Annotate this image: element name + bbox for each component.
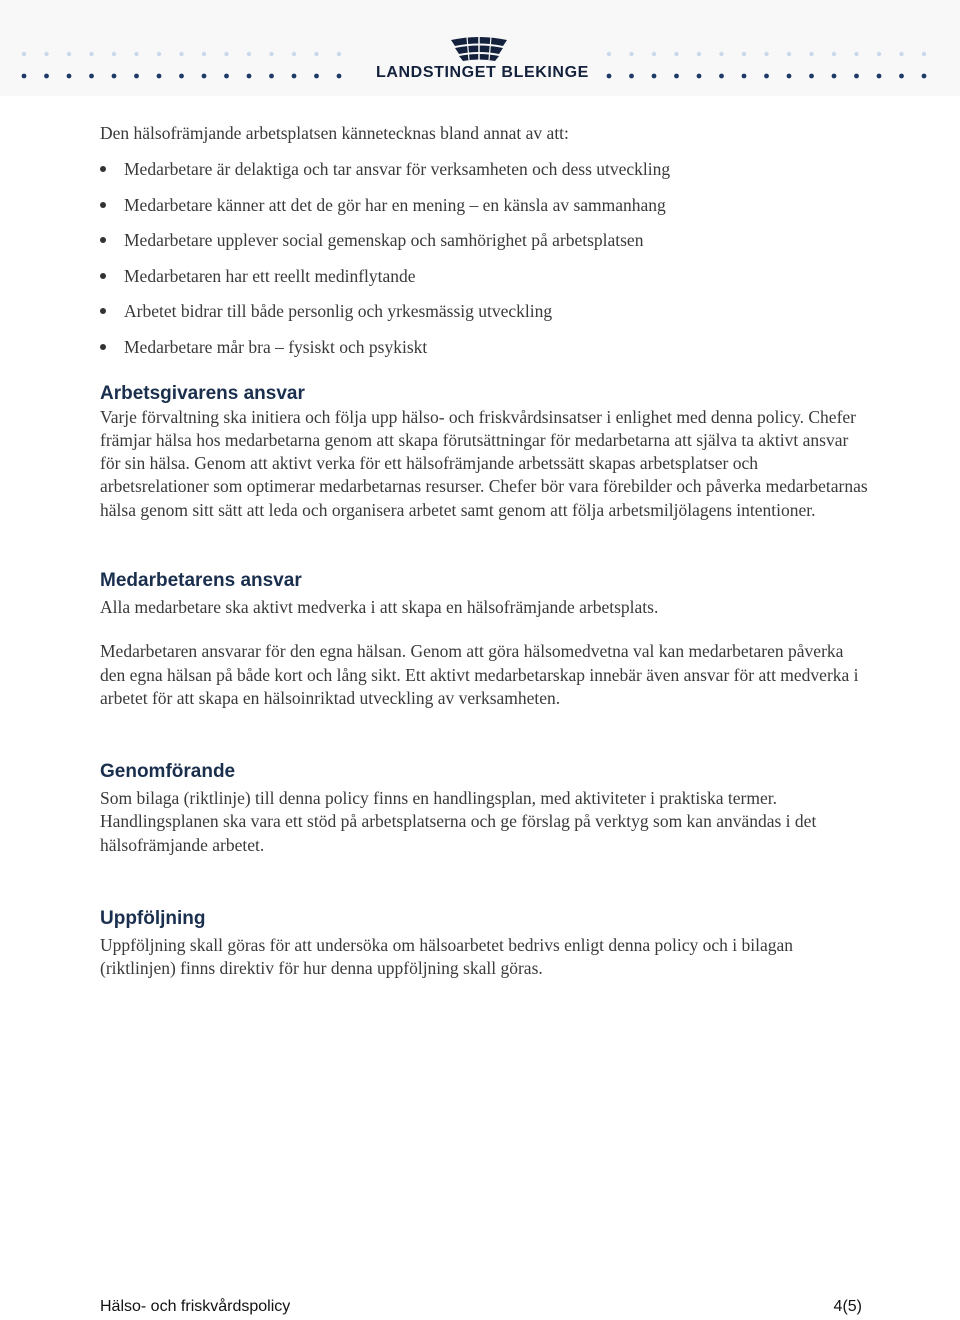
decorative-dot (179, 52, 183, 56)
decorative-dot (202, 74, 207, 79)
decorative-dot (877, 74, 882, 79)
decorative-dot (314, 74, 319, 79)
list-item (100, 265, 870, 287)
header-band (0, 0, 960, 96)
logo-text: LANDSTINGET BLEKINGE (376, 64, 589, 81)
decorative-dot (697, 74, 702, 79)
decorative-dot (899, 52, 903, 56)
decorative-dot (787, 74, 792, 79)
decorative-dot (742, 52, 746, 56)
decorative-dot (719, 52, 723, 56)
decorative-dot (269, 74, 274, 79)
bullet-list (100, 158, 870, 358)
decorative-dot (292, 52, 296, 56)
list-item-text: Medarbetare mår bra – fysiskt och psykiskt (124, 336, 428, 357)
decorative-dot (337, 52, 341, 56)
decorative-dot (269, 52, 273, 56)
decorative-dot (157, 52, 161, 56)
decorative-dot (922, 74, 927, 79)
decorative-dot (629, 52, 633, 56)
decorative-dot (719, 74, 724, 79)
section-body: Uppföljning skall göras för att undersöka om hälsoarbetet bedrivs enligt denna policy och i bilagan (riktlinjen) finns direktiv för hur denna uppföljning skall göras. (100, 935, 794, 979)
section-body: Som bilaga (riktlinje) till denna policy finns en handlingsplan, med aktiviteter i praktiska termer. Handlingsplanen ska vara ett stöd på arbetsplatserna och ge förslag på verktyg som kan användas i det hälsofrämjande arbetet. (100, 788, 817, 855)
decorative-dot (224, 52, 228, 56)
section-heading: Uppföljning (100, 908, 206, 930)
decorative-dot (787, 52, 791, 56)
decorative-dot (652, 74, 657, 79)
list-item-text: Medarbetare känner att det de gör har en mening – en känsla av sammanhang (124, 194, 666, 215)
ship-emblem-icon (447, 34, 511, 62)
bullet-icon (100, 273, 106, 279)
decorative-dot (314, 52, 318, 56)
decorative-dot (854, 52, 858, 56)
section-heading: Arbetsgivarens ansvar (100, 382, 305, 404)
section-uppfoljning (100, 908, 870, 981)
decorative-dot (134, 74, 139, 79)
list-item-text: Medarbetaren har ett reellt medinflytande (124, 265, 416, 286)
decorative-dot (832, 74, 837, 79)
bullet-icon (100, 166, 106, 172)
section-arbetsgivare (100, 383, 870, 522)
decorative-dot (742, 74, 747, 79)
decorative-dot (44, 52, 48, 56)
decorative-dot (809, 74, 814, 79)
bullet-icon (100, 308, 106, 314)
page-number: 4(5) (833, 1298, 862, 1315)
section-body: Medarbetaren ansvarar för den egna hälsan. Genom att göra hälsomedvetna val kan medarbetaren påverka den egna hälsan på både kort och lång sikt. Ett aktivt medarbetarskap innebär även ansvar för att medverka i arbetet för att skapa en hälsoinriktad utveckling av verksamheten. (100, 641, 859, 708)
list-item-text: Medarbetare upplever social gemenskap och samhörighet på arbetsplatsen (124, 230, 644, 250)
section-genomforande (100, 761, 870, 857)
decorative-dot (832, 52, 836, 56)
list-item (100, 300, 870, 322)
decorative-dot (89, 52, 93, 56)
footer-title: Hälso- och friskvårdspolicy (100, 1298, 291, 1315)
section-medarbetare (100, 570, 870, 710)
decorative-dot (134, 52, 138, 56)
decorative-dot (899, 74, 904, 79)
section-heading: Medarbetarens ansvar (100, 569, 302, 591)
bullet-icon (100, 237, 106, 243)
section-body: Varje förvaltning ska initiera och följa upp hälso- och friskvårdsinsatser i enlighet med denna policy. Chefer främjar hälsa hos medarbetarna genom att skapa förutsättningar för medarbetarna att själva ta aktivt ansvar för sin hälsa. Genom att aktivt verka för ett hälsofrämjande arbetssätt skapas arbetsplatser och arbetsrelationer som optimerar medarbetarnas resurser. Chefer bör vara förebilder och påverka medarbetarnas hälsa genom sitt sätt att leda och organisera arbetet samt genom att följa arbetsmiljölagens intentioner. (100, 406, 868, 520)
decorative-dot (854, 74, 859, 79)
logo (376, 34, 589, 86)
decorative-dot (224, 74, 229, 79)
decorative-dot (179, 74, 184, 79)
list-item (100, 158, 870, 180)
decorative-dot (22, 52, 26, 56)
decorative-dot (112, 52, 116, 56)
decorative-dot (922, 52, 926, 56)
section-heading: Genomförande (100, 761, 236, 783)
decorative-dot (764, 74, 769, 79)
section-body: Alla medarbetare ska aktivt medverka i att skapa en hälsofrämjande arbetsplats. (100, 596, 659, 617)
decorative-dot (629, 74, 634, 79)
decorative-dot (652, 52, 656, 56)
decorative-dot (247, 74, 252, 79)
decorative-dot (44, 74, 49, 79)
list-item (100, 194, 870, 216)
decorative-dot (337, 74, 342, 79)
decorative-dot (674, 52, 678, 56)
decorative-dot (247, 52, 251, 56)
intro-text: Den hälsofrämjande arbetsplatsen kännetecknas bland annat av att: (100, 123, 569, 143)
decorative-dot (674, 74, 679, 79)
list-item-text: Medarbetare är delaktiga och tar ansvar för verksamheten och dess utveckling (124, 159, 671, 179)
list-item (100, 229, 870, 251)
decorative-dot (157, 74, 162, 79)
bullet-icon (100, 202, 106, 208)
decorative-dot (697, 52, 701, 56)
decorative-dot (877, 52, 881, 56)
decorative-dot (292, 74, 297, 79)
decorative-dot (89, 74, 94, 79)
decorative-dot (22, 74, 27, 79)
list-item (100, 336, 870, 358)
decorative-dot (67, 52, 71, 56)
decorative-dot (607, 74, 612, 79)
decorative-dot (112, 74, 117, 79)
document-body (100, 120, 870, 981)
decorative-dot (67, 74, 72, 79)
decorative-dot (764, 52, 768, 56)
bullet-icon (100, 344, 106, 350)
decorative-dot (607, 52, 611, 56)
decorative-dot (809, 52, 813, 56)
decorative-dot (202, 52, 206, 56)
list-item-text: Arbetet bidrar till både personlig och yrkesmässig utveckling (124, 301, 553, 321)
